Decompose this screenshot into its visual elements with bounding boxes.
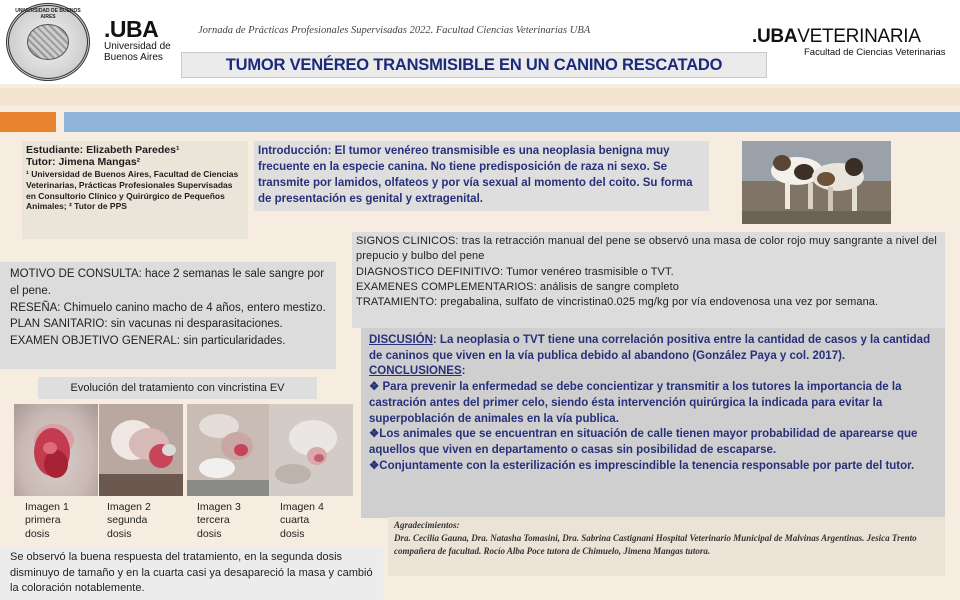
image-2-label-line1: Imagen 2 — [107, 501, 151, 513]
acknowledgements-text: Dra. Cecilia Gauna, Dra. Natasha Tomasini, Dra. Sabrina Castignani Hospital Veterinario Municipal de Malvinas Argentinas. Jesica Trento compañera de facultad. Rocío Alba Poce tutora de Chimuelo, Jimena Mangas tutora. — [394, 533, 917, 556]
treatment-photo-1 — [14, 404, 98, 496]
consultation-box — [0, 262, 336, 369]
header — [0, 0, 960, 84]
acknowledgements-heading: Agradecimientos: — [394, 520, 460, 530]
image-1-label-line3: dosis — [25, 527, 50, 540]
image-4-label — [280, 501, 360, 541]
uba-logo-left-sub2: Buenos Aires — [104, 52, 163, 63]
affiliation-text: ¹ Universidad de Buenos Aires, Facultad de Ciencias Veterinarias, Prácticas Profesionales Supervisadas en Consultorio Clínico y Quirúrgico de Pequeños Animales; ² Tutor de PPS — [26, 169, 239, 212]
event-subtitle: Jornada de Prácticas Profesionales Supervisadas 2022. Facultad Ciencias Veterinarias UBA — [198, 25, 591, 36]
uba-veterinaria-rest: VETERINARIA — [797, 26, 921, 47]
discussion-conclusions-box — [361, 328, 945, 518]
introduction-text: Introducción: El tumor venéreo transmisible es una neoplasia benigna muy frecuente en la especie canina. No tiene predisposición de raza ni sexo. Se transmite por lamidos, olfateos y por vía sexual al momento del coito. Su forma de presentación es genital y extragenital. — [258, 145, 693, 205]
uba-veterinaria-title — [752, 27, 952, 47]
treatment-photo-4-graphic — [269, 404, 353, 496]
uba-logo-left-sub1: Universidad de — [104, 41, 171, 52]
discussion-heading: DISCUSIÓN — [369, 334, 433, 346]
diagnosis-text: DIAGNOSTICO DEFINITIVO: Tumor venéreo trasmisible o TVT. — [356, 265, 674, 278]
clinical-signs-box — [352, 232, 945, 328]
uba-logo-left-title: .UBA — [104, 16, 159, 42]
title-box — [181, 52, 767, 78]
image-3-label — [197, 501, 277, 541]
image-2-label-line2: segunda — [107, 514, 148, 527]
treatment-photo-2-graphic — [99, 404, 183, 496]
treatment-photo-4 — [269, 404, 353, 496]
consultation-reason-text: MOTIVO DE CONSULTA: hace 2 semanas le sale sangre por el pene. — [10, 268, 325, 297]
conclusions-heading: CONCLUSIONES — [369, 365, 462, 378]
uba-veterinaria-logo — [752, 27, 952, 58]
uba-veterinaria-bold: .UBA — [752, 26, 798, 47]
treatment-photo-1-graphic — [14, 404, 98, 496]
student-name: Estudiante: Elizabeth Paredes¹ — [26, 144, 180, 156]
conclusion-bullet-3: ❖Conjuntamente con la esterilización es imprescindible la tenencia responsable por parte del tutor. — [369, 459, 915, 472]
poster-title: TUMOR VENÉREO TRANSMISIBLE EN UN CANINO RESCATADO — [225, 56, 723, 74]
dogs-photo-graphic — [742, 141, 891, 224]
clinical-signs-text: SIGNOS CLINICOS: tras la retracción manual del pene se observó una masa de color rojo muy sangrante a nivel del prepucio y bulbo del pene — [356, 235, 937, 263]
image-2-label — [107, 501, 187, 541]
tutor-name: Tutor: Jimena Mangas² — [26, 156, 141, 168]
university-seal-logo — [6, 3, 90, 81]
health-plan-text: PLAN SANITARIO: sin vacunas ni desparasitaciones. — [10, 318, 283, 331]
image-4-label-line1: Imagen 4 — [280, 501, 324, 513]
image-1-label-line1: Imagen 1 — [25, 501, 69, 513]
image-2-label-line3: dosis — [107, 527, 132, 540]
uba-logo-left — [104, 18, 184, 63]
review-text: RESEÑA: Chimuelo canino macho de 4 años, entero mestizo. — [10, 301, 326, 314]
discussion-paragraph — [369, 333, 937, 364]
student-info-box — [22, 141, 248, 239]
uba-veterinaria-sub: Facultad de Ciencias Veterinarias — [804, 47, 946, 58]
seal-emblem-icon — [27, 24, 69, 60]
image-3-label-line2: tercera — [197, 514, 230, 527]
treatment-photo-3-graphic — [187, 404, 271, 496]
orange-accent-bar — [0, 112, 56, 132]
image-3-label-line1: Imagen 3 — [197, 501, 241, 513]
introduction-box — [254, 141, 709, 211]
image-4-label-line3: dosis — [280, 527, 305, 540]
treatment-photo-3 — [187, 404, 271, 496]
result-text: Se observó la buena respuesta del tratamiento, en la segunda dosis disminuyo de tamaño y en la cuarta casi ya desapareció la masa y cambió la coloración notablemente. — [10, 551, 373, 594]
acknowledgements-box — [388, 517, 945, 576]
image-3-label-line3: dosis — [197, 527, 222, 540]
background-stripe — [0, 88, 960, 106]
image-4-label-line2: cuarta — [280, 514, 310, 527]
complementary-exams-text: EXAMENES COMPLEMENTARIOS: análisis de sangre completo — [356, 280, 679, 293]
dogs-mating-photo — [742, 141, 891, 224]
discussion-text: : La neoplasia o TVT tiene una correlación positiva entre la cantidad de casos y la cantidad de caninos que viven en la vía publica debido al abandono (González Paya y col. 2017). — [369, 334, 931, 362]
image-1-label — [25, 501, 105, 541]
seal-text: UNIVERSIDAD DE BUENOS AIRES — [15, 8, 81, 20]
treatment-text: TRATAMIENTO: pregabalina, sulfato de vincristina0.025 mg/kg por vía endovenosa una vez por semana. — [356, 296, 879, 309]
blue-accent-bar — [64, 112, 960, 132]
image-1-label-line2: primera — [25, 514, 61, 527]
treatment-photo-2 — [99, 404, 183, 496]
conclusions-heading-line — [369, 364, 937, 380]
conclusion-bullet-1: ❖ Para prevenir la enfermedad se debe concientizar y transmitir a los tutores la importancia de la castración antes del primer celo, siendo ésta intervención quirúrgica la indicada para evitar la superpoblación de animales en la vía publica. — [369, 381, 902, 425]
evolution-title: Evolución del tratamiento con vincristina EV — [38, 377, 317, 399]
conclusions-colon: : — [461, 365, 466, 378]
general-exam-text: EXAMEN OBJETIVO GENERAL: sin particularidades. — [10, 335, 286, 348]
conclusion-bullet-2: ❖Los animales que se encuentran en situación de calle tienen mayor probabilidad de aparearse que aquellos que viven en departamento o casas sin posibilidad de escaparse. — [369, 428, 918, 456]
result-box — [0, 547, 383, 600]
